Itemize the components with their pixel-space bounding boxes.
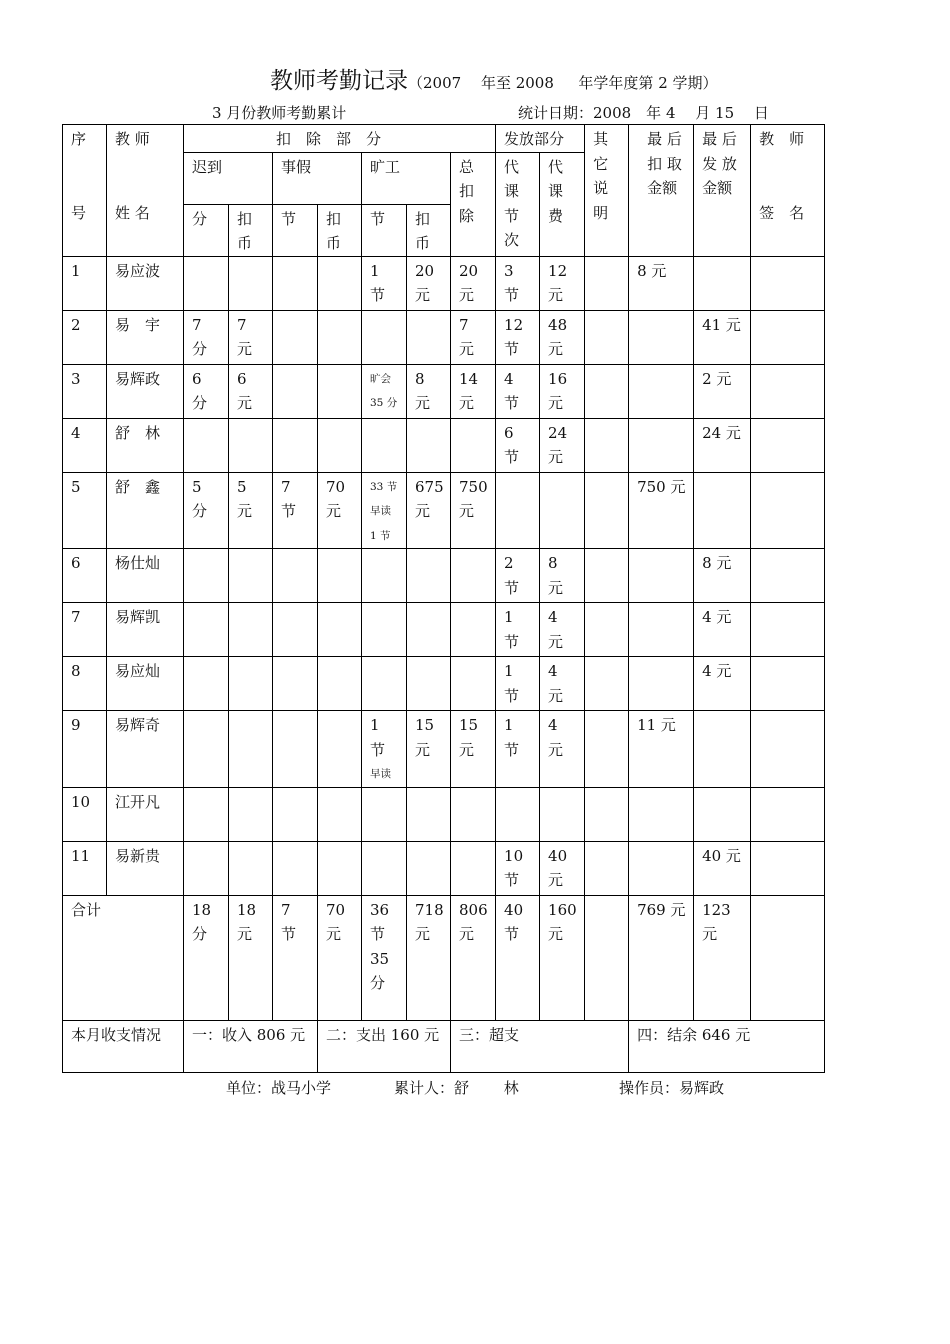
late-deduct: 6 元 bbox=[229, 364, 273, 418]
late-deduct bbox=[229, 418, 273, 472]
absent-deduct: 15 元 bbox=[407, 711, 451, 788]
totals-leave-deduct: 70 元 bbox=[318, 895, 362, 1020]
sub-fee: 4 元 bbox=[540, 711, 585, 788]
totals-late-deduct: 18 元 bbox=[229, 895, 273, 1020]
row-number: 3 bbox=[63, 364, 107, 418]
absent-periods bbox=[362, 310, 407, 364]
header-payment: 发放部分 bbox=[496, 125, 585, 153]
table-footer bbox=[63, 895, 825, 1072]
sub-fee: 4 元 bbox=[540, 657, 585, 711]
absent-periods-line: 节 bbox=[370, 740, 386, 759]
other-notes bbox=[585, 549, 629, 603]
header-leave-periods: 节 bbox=[273, 204, 318, 256]
totals-late-minutes: 18 分 bbox=[184, 895, 229, 1020]
signature-cell bbox=[751, 418, 825, 472]
final-deduct bbox=[629, 841, 694, 895]
signature-cell bbox=[751, 657, 825, 711]
teacher-name: 舒 林 bbox=[107, 418, 184, 472]
signature-cell bbox=[751, 787, 825, 841]
row-number: 10 bbox=[63, 787, 107, 841]
totals-sign bbox=[751, 895, 825, 1020]
teacher-name: 易新贵 bbox=[107, 841, 184, 895]
total-deduct bbox=[451, 841, 496, 895]
teacher-name: 江开凡 bbox=[107, 787, 184, 841]
table-row bbox=[63, 364, 825, 418]
teacher-name: 杨仕灿 bbox=[107, 549, 184, 603]
leave-deduct bbox=[318, 549, 362, 603]
leave-periods bbox=[273, 256, 318, 310]
absent-deduct bbox=[407, 787, 451, 841]
absent-deduct: 8 元 bbox=[407, 364, 451, 418]
late-deduct bbox=[229, 787, 273, 841]
absent-periods-line: 早读 bbox=[370, 768, 391, 780]
header-teacher-name: 教 师 姓 名 bbox=[107, 125, 184, 257]
total-deduct: 14 元 bbox=[451, 364, 496, 418]
other-notes bbox=[585, 841, 629, 895]
summary-expense: 二：支出 160 元 bbox=[318, 1020, 451, 1072]
final-deduct bbox=[629, 549, 694, 603]
absent-deduct bbox=[407, 418, 451, 472]
final-deduct bbox=[629, 603, 694, 657]
sub-classes: 10 节 bbox=[496, 841, 540, 895]
sub-classes: 1 节 bbox=[496, 657, 540, 711]
total-deduct: 7 元 bbox=[451, 310, 496, 364]
totals-absent-periods: 36 节 35 分 bbox=[362, 895, 407, 1020]
late-deduct bbox=[229, 549, 273, 603]
leave-periods bbox=[273, 418, 318, 472]
absent-deduct: 20 元 bbox=[407, 256, 451, 310]
total-deduct: 750 元 bbox=[451, 472, 496, 549]
absent-deduct bbox=[407, 603, 451, 657]
leave-deduct bbox=[318, 418, 362, 472]
footer-accumulator: 累计人：舒 林 bbox=[394, 1079, 519, 1097]
sub-fee bbox=[540, 472, 585, 549]
row-number: 1 bbox=[63, 256, 107, 310]
late-minutes bbox=[184, 603, 229, 657]
leave-periods bbox=[273, 657, 318, 711]
final-pay: 40 元 bbox=[694, 841, 751, 895]
late-deduct bbox=[229, 711, 273, 788]
other-notes bbox=[585, 418, 629, 472]
late-deduct bbox=[229, 841, 273, 895]
summary-income: 一：收入 806 元 bbox=[184, 1020, 318, 1072]
sub-classes: 6 节 bbox=[496, 418, 540, 472]
final-pay: 24 元 bbox=[694, 418, 751, 472]
late-minutes bbox=[184, 549, 229, 603]
final-pay: 4 元 bbox=[694, 603, 751, 657]
sub-fee: 40 元 bbox=[540, 841, 585, 895]
header-absent-periods: 节 bbox=[362, 204, 407, 256]
teacher-name: 易 宇 bbox=[107, 310, 184, 364]
sub-fee: 12 元 bbox=[540, 256, 585, 310]
final-pay: 2 元 bbox=[694, 364, 751, 418]
final-pay: 4 元 bbox=[694, 657, 751, 711]
totals-label: 合计 bbox=[63, 895, 184, 1020]
total-deduct bbox=[451, 787, 496, 841]
total-deduct bbox=[451, 603, 496, 657]
absent-periods bbox=[362, 841, 407, 895]
header-sign: 教 师 签 名 bbox=[751, 125, 825, 257]
late-minutes bbox=[184, 841, 229, 895]
header-seq: 序 号 bbox=[63, 125, 107, 257]
leave-deduct bbox=[318, 364, 362, 418]
summary-label: 本月收支情况 bbox=[63, 1020, 184, 1072]
absent-periods bbox=[362, 603, 407, 657]
final-pay: 8 元 bbox=[694, 549, 751, 603]
title-main: 教师考勤记录 bbox=[270, 68, 408, 94]
row-number: 2 bbox=[63, 310, 107, 364]
leave-deduct bbox=[318, 841, 362, 895]
final-deduct bbox=[629, 418, 694, 472]
late-deduct: 7 元 bbox=[229, 310, 273, 364]
signature-cell bbox=[751, 310, 825, 364]
row-number: 11 bbox=[63, 841, 107, 895]
late-deduct bbox=[229, 603, 273, 657]
leave-periods bbox=[273, 603, 318, 657]
late-minutes bbox=[184, 418, 229, 472]
leave-periods bbox=[273, 711, 318, 788]
row-number: 6 bbox=[63, 549, 107, 603]
totals-absent-deduct: 718 元 bbox=[407, 895, 451, 1020]
header-absent-deduct: 扣 币 bbox=[407, 204, 451, 256]
summary-overspend: 三：超支 bbox=[451, 1020, 629, 1072]
header-deduction: 扣 除 部 分 bbox=[184, 125, 496, 153]
leave-periods: 7 节 bbox=[273, 472, 318, 549]
sub-fee: 16 元 bbox=[540, 364, 585, 418]
row-number: 7 bbox=[63, 603, 107, 657]
teacher-name: 易辉政 bbox=[107, 364, 184, 418]
sub-fee: 24 元 bbox=[540, 418, 585, 472]
other-notes bbox=[585, 256, 629, 310]
teacher-name: 易辉奇 bbox=[107, 711, 184, 788]
teacher-name: 易应波 bbox=[107, 256, 184, 310]
final-deduct bbox=[629, 657, 694, 711]
leave-periods bbox=[273, 364, 318, 418]
sub-fee: 4 元 bbox=[540, 603, 585, 657]
final-deduct bbox=[629, 787, 694, 841]
sub-classes: 2 节 bbox=[496, 549, 540, 603]
late-minutes: 6 分 bbox=[184, 364, 229, 418]
sub-classes: 4 节 bbox=[496, 364, 540, 418]
signature-cell bbox=[751, 841, 825, 895]
total-deduct bbox=[451, 549, 496, 603]
final-deduct bbox=[629, 310, 694, 364]
summary-balance: 四：结余 646 元 bbox=[629, 1020, 825, 1072]
leave-periods bbox=[273, 787, 318, 841]
row-number: 9 bbox=[63, 711, 107, 788]
leave-deduct bbox=[318, 711, 362, 788]
signature-cell bbox=[751, 364, 825, 418]
absent-deduct bbox=[407, 657, 451, 711]
row-number: 5 bbox=[63, 472, 107, 549]
late-deduct: 5 元 bbox=[229, 472, 273, 549]
other-notes bbox=[585, 787, 629, 841]
other-notes bbox=[585, 310, 629, 364]
final-pay bbox=[694, 472, 751, 549]
header-sub-fee: 代 课 费 bbox=[540, 152, 585, 256]
header-leave: 事假 bbox=[273, 152, 362, 204]
table-row bbox=[63, 418, 825, 472]
absent-periods bbox=[362, 418, 407, 472]
final-pay bbox=[694, 711, 751, 788]
totals-other bbox=[585, 895, 629, 1020]
late-minutes bbox=[184, 256, 229, 310]
total-deduct: 20 元 bbox=[451, 256, 496, 310]
totals-final-pay: 123 元 bbox=[694, 895, 751, 1020]
absent-periods: 1 节 bbox=[362, 256, 407, 310]
row-number: 4 bbox=[63, 418, 107, 472]
header-other: 其 它 说 明 bbox=[585, 125, 629, 257]
header-late-minutes: 分 bbox=[184, 204, 229, 256]
absent-periods bbox=[362, 657, 407, 711]
totals-row bbox=[63, 895, 825, 1020]
late-minutes: 5 分 bbox=[184, 472, 229, 549]
header-final-deduct: 最 后 扣 取 金额 bbox=[629, 125, 694, 257]
total-deduct bbox=[451, 418, 496, 472]
absent-periods: 33 节 早读 1 节 bbox=[362, 472, 407, 549]
other-notes bbox=[585, 364, 629, 418]
header-final-pay: 最 后 发 放 金额 bbox=[694, 125, 751, 257]
signature-cell bbox=[751, 549, 825, 603]
other-notes bbox=[585, 603, 629, 657]
signature-cell bbox=[751, 711, 825, 788]
totals-leave-periods: 7 节 bbox=[273, 895, 318, 1020]
total-deduct: 15 元 bbox=[451, 711, 496, 788]
table-header bbox=[63, 125, 825, 257]
sub-classes bbox=[496, 472, 540, 549]
late-deduct bbox=[229, 256, 273, 310]
table-row bbox=[63, 657, 825, 711]
totals-sub-classes: 40 节 bbox=[496, 895, 540, 1020]
header-leave-deduct: 扣 币 bbox=[318, 204, 362, 256]
attendance-table bbox=[62, 124, 825, 1073]
signature-cell bbox=[751, 472, 825, 549]
leave-deduct bbox=[318, 657, 362, 711]
absent-deduct bbox=[407, 841, 451, 895]
statistics-date: 统计日期：2008 年 4 月 15 日 bbox=[518, 104, 769, 122]
table-body bbox=[63, 256, 825, 895]
leave-deduct: 70 元 bbox=[318, 472, 362, 549]
totals-sub-fee: 160 元 bbox=[540, 895, 585, 1020]
total-deduct bbox=[451, 657, 496, 711]
leave-periods bbox=[273, 549, 318, 603]
late-deduct bbox=[229, 657, 273, 711]
summary-row bbox=[63, 1020, 825, 1072]
leave-deduct bbox=[318, 603, 362, 657]
absent-deduct bbox=[407, 549, 451, 603]
header-total-deduct: 总 扣 除 bbox=[451, 152, 496, 256]
table-row bbox=[63, 841, 825, 895]
header-sub-classes: 代 课 节 次 bbox=[496, 152, 540, 256]
table-row bbox=[63, 256, 825, 310]
table-row bbox=[63, 787, 825, 841]
row-number: 8 bbox=[63, 657, 107, 711]
footer-unit: 单位：战马小学 bbox=[226, 1079, 332, 1097]
other-notes bbox=[585, 472, 629, 549]
absent-periods: 旷会 35 分 bbox=[362, 364, 407, 418]
final-deduct: 750 元 bbox=[629, 472, 694, 549]
footer-operator: 操作员：易辉政 bbox=[619, 1079, 725, 1097]
signature-cell bbox=[751, 603, 825, 657]
other-notes bbox=[585, 711, 629, 788]
other-notes bbox=[585, 657, 629, 711]
final-pay: 41 元 bbox=[694, 310, 751, 364]
leave-periods bbox=[273, 310, 318, 364]
final-deduct: 8 元 bbox=[629, 256, 694, 310]
absent-periods bbox=[362, 711, 407, 788]
absent-periods bbox=[362, 549, 407, 603]
late-minutes bbox=[184, 657, 229, 711]
sub-fee: 8 元 bbox=[540, 549, 585, 603]
leave-deduct bbox=[318, 310, 362, 364]
table-row bbox=[63, 310, 825, 364]
table-row bbox=[63, 549, 825, 603]
teacher-name: 舒 鑫 bbox=[107, 472, 184, 549]
sub-classes: 3 节 bbox=[496, 256, 540, 310]
leave-deduct bbox=[318, 787, 362, 841]
final-pay bbox=[694, 787, 751, 841]
signature-cell bbox=[751, 256, 825, 310]
late-minutes bbox=[184, 787, 229, 841]
late-minutes: 7 分 bbox=[184, 310, 229, 364]
totals-total: 806 元 bbox=[451, 895, 496, 1020]
sub-classes: 12 节 bbox=[496, 310, 540, 364]
late-minutes bbox=[184, 711, 229, 788]
header-late-deduct: 扣 币 bbox=[229, 204, 273, 256]
leave-deduct bbox=[318, 256, 362, 310]
sub-classes: 1 节 bbox=[496, 603, 540, 657]
final-deduct bbox=[629, 364, 694, 418]
month-label: 3 月份教师考勤累计 bbox=[212, 104, 347, 122]
title-sub: （2007 年至 2008 年学年度第 2 学期） bbox=[408, 74, 718, 92]
sub-fee: 48 元 bbox=[540, 310, 585, 364]
teacher-name: 易应灿 bbox=[107, 657, 184, 711]
sub-classes: 1 节 bbox=[496, 711, 540, 788]
leave-periods bbox=[273, 841, 318, 895]
table-row bbox=[63, 472, 825, 549]
table-row bbox=[63, 603, 825, 657]
table-row bbox=[63, 711, 825, 788]
teacher-name: 易辉凯 bbox=[107, 603, 184, 657]
absent-periods-line: 1 bbox=[370, 716, 380, 734]
document-title bbox=[270, 62, 718, 95]
absent-periods bbox=[362, 787, 407, 841]
header-late: 迟到 bbox=[184, 152, 273, 204]
absent-deduct bbox=[407, 310, 451, 364]
header-absent: 旷工 bbox=[362, 152, 451, 204]
final-pay bbox=[694, 256, 751, 310]
final-deduct: 11 元 bbox=[629, 711, 694, 788]
sub-classes bbox=[496, 787, 540, 841]
sub-fee bbox=[540, 787, 585, 841]
totals-final-deduct: 769 元 bbox=[629, 895, 694, 1020]
absent-deduct: 675 元 bbox=[407, 472, 451, 549]
